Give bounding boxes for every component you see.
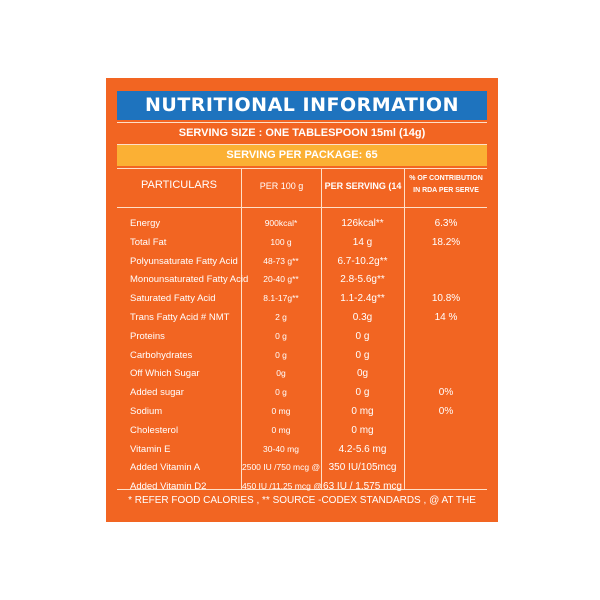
nutrient-name: Cholesterol	[130, 424, 179, 436]
per-100g-value: 2500 IU /750 mcg @	[242, 462, 321, 473]
per-serving-value: 0 mg	[351, 424, 374, 436]
per-serving-value: 0 g	[355, 349, 370, 361]
per-100g-value: 8.1-17g**	[263, 293, 299, 304]
per-100g-value: 0 g	[275, 330, 287, 341]
per-serving-value: 4.2-5.6 mg	[338, 443, 387, 455]
per-serving-value: 1.1-2.4g**	[340, 293, 385, 305]
per-serving-value: 126kcal**	[341, 218, 384, 229]
nutrient-name: Added Vitamin A	[130, 462, 201, 474]
nutrient-name: Added sugar	[130, 387, 184, 399]
nutrient-name: Vitamin E	[130, 443, 171, 455]
nutrient-name: Saturated Fatty Acid	[130, 293, 216, 305]
per-serving-value: 350 IU/105mcg	[328, 462, 397, 474]
rda-value: 0%	[438, 406, 454, 417]
per-serving-value: 14 g	[352, 236, 373, 248]
per-100g-value: 100 g	[270, 236, 292, 247]
rda-value: 18.2%	[431, 236, 461, 248]
per-serving-value: 2.8-5.6g**	[340, 274, 385, 286]
nutrient-name: Energy	[130, 218, 161, 229]
per-100g-value: 0 g	[275, 387, 287, 398]
footer-note: * REFER FOOD CALORIES , ** SOURCE -CODEX STANDARDS , @ AT THE TIME OF PACKING	[128, 495, 476, 532]
per-100g-value: 0g	[276, 368, 286, 379]
per-serving-value: 0 g	[355, 330, 370, 342]
per-100g-value: 900kcal*	[264, 218, 298, 228]
per-serving-value: 0 mg	[351, 406, 374, 417]
per-100g-value: 2 g	[275, 312, 287, 322]
nutrient-name: Polyunsaturate Fatty Acid	[130, 255, 238, 267]
header-per-serving: PER SERVING (14	[324, 181, 402, 191]
nutrient-name: Added Vitamin D2	[130, 481, 207, 493]
nutrient-name: Off Which Sugar	[130, 368, 200, 380]
nutrient-name: Sodium	[130, 406, 163, 417]
panel-title: NUTRITIONAL INFORMATION	[117, 91, 487, 120]
nutrient-name: Carbohydrates	[130, 349, 193, 361]
nutrient-name: Proteins	[130, 330, 165, 342]
per-serving-value: 0.3g	[352, 312, 373, 323]
serving-per-package: SERVING PER PACKAGE: 65	[117, 145, 487, 166]
serving-size: SERVING SIZE : ONE TABLESPOON 15ml (14g)	[117, 122, 487, 145]
nutrient-name: Total Fat	[130, 236, 167, 248]
per-serving-value: 6.7-10.2g**	[337, 255, 388, 267]
rda-value: 0%	[438, 387, 454, 399]
per-100g-value: 0 mg	[271, 406, 291, 416]
header-per-100g: PER 100 g	[259, 181, 304, 191]
per-100g-value: 450 IU /11.25 mcg @	[242, 481, 322, 492]
per-serving-value: 63 IU / 1.575 mcg	[323, 481, 402, 493]
header-rda-line1: % OF CONTRIBUTION	[409, 175, 483, 182]
nutrient-name: Monounsaturated Fatty Acid	[130, 274, 249, 286]
header-rda-line2: IN RDA PER SERVE	[413, 187, 479, 194]
header-divider	[117, 207, 487, 208]
nutrition-table	[117, 168, 487, 493]
nutrient-name: Trans Fatty Acid # NMT	[130, 312, 230, 323]
per-serving-value: 0 g	[355, 387, 370, 399]
rda-value: 14 %	[434, 312, 458, 323]
per-serving-value: 0g	[356, 368, 369, 380]
nutrition-panel	[106, 78, 498, 532]
per-100g-value: 20-40 g**	[263, 274, 299, 285]
per-100g-value: 0 g	[275, 349, 287, 360]
header-particulars: PARTICULARS	[140, 179, 217, 191]
rda-value: 10.8%	[431, 293, 461, 305]
per-100g-value: 30-40 mg	[263, 443, 299, 454]
per-100g-value: 48-73 g**	[263, 255, 299, 266]
per-100g-value: 0 mg	[271, 424, 291, 435]
rda-value: 6.3%	[434, 218, 458, 229]
